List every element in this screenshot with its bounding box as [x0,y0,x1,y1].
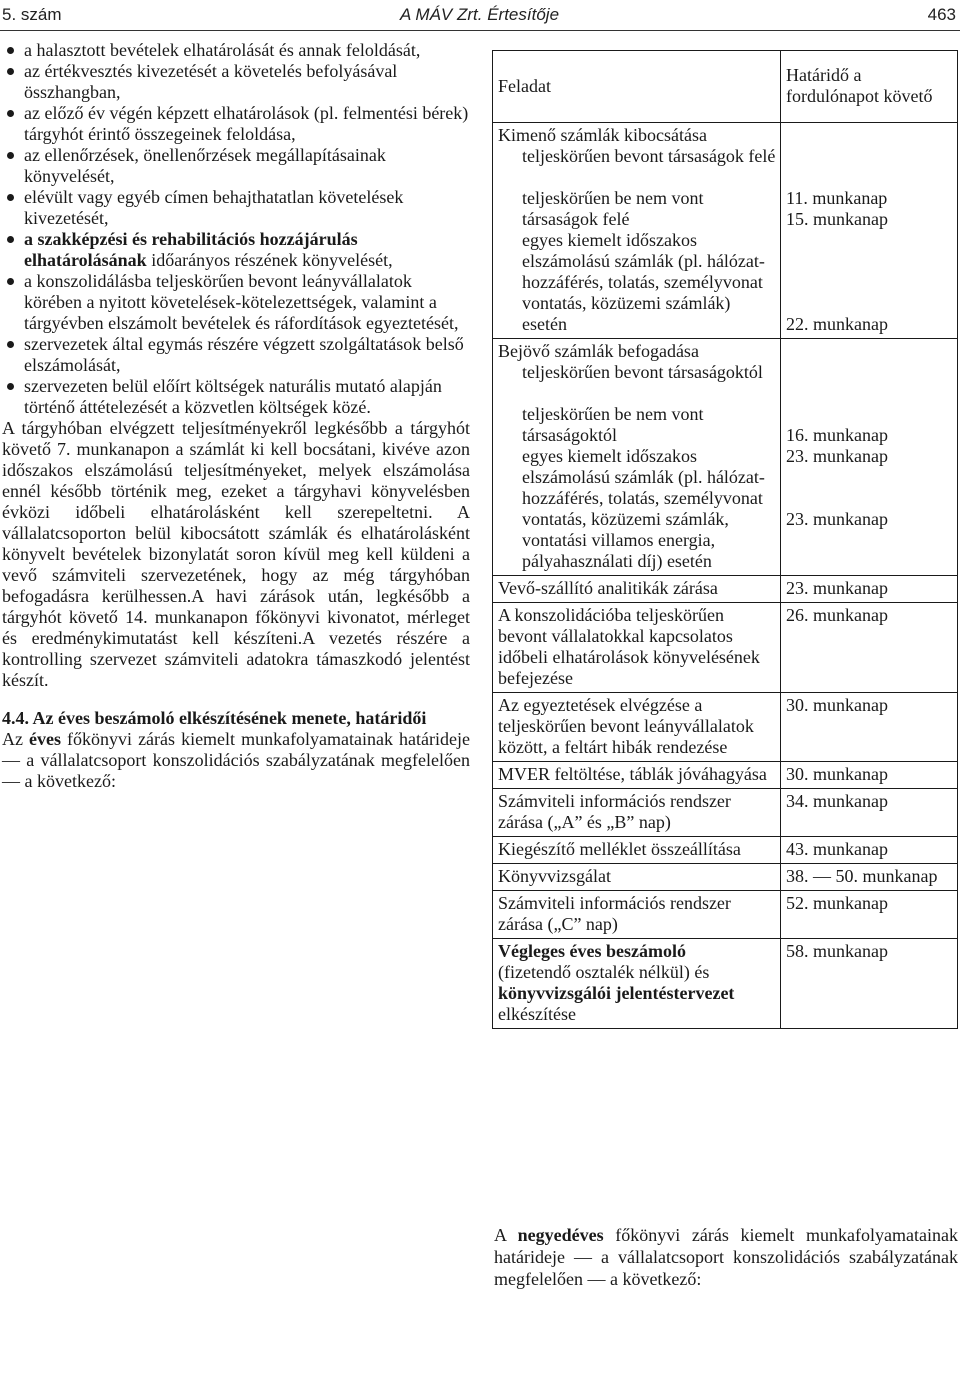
left-column [2,40,470,792]
bullet-icon [7,383,14,390]
task-cell: Az egyeztetések elvégzése a teljeskörűen bevont leányvállalatok között, a feltárt hibák rendezése [493,693,781,762]
table-row [493,939,958,1029]
list-item: elévült vagy egyéb címen behajthatatlan követelések kivezetését, [2,187,470,229]
list-item: az előző év végén képzett elhatárolások (pl. felmentési bérek) tárgyhót érintő összegeinek feloldása, [2,103,470,145]
task-list [2,40,470,418]
bullet-icon [7,68,14,75]
table-row [493,123,958,339]
bullet-icon [7,194,14,201]
task-cell: MVER feltöltése, táblák jóváhagyása [493,762,781,789]
list-item: szervezetek által egymás részére végzett szolgáltatások belső elszámolását, [2,334,470,376]
deadline-cell: 43. munkanap [781,837,958,864]
header-rule [0,30,960,31]
deadline-cell: 52. munkanap [781,891,958,939]
bullet-icon [7,110,14,117]
page-issue: 5. szám [2,5,62,24]
table-row [493,576,958,603]
deadline-cell: 26. munkanap [781,603,958,693]
deadline-cell: 38. — 50. munkanap [781,864,958,891]
bullet-icon [7,152,14,159]
list-item: a halasztott bevételek elhatárolását és annak feloldását, [2,40,470,61]
bullet-icon [7,47,14,54]
task-cell: Végleges éves beszámoló (fizetendő osztalék nélkül) és könyvvizsgálói jelentéstervezet elkészítése [493,939,781,1029]
annual-deadline-table [492,50,958,1029]
deadline-cell: 30. munkanap [781,693,958,762]
column-header-task: Feladat [493,51,781,123]
deadline-cell: 30. munkanap [781,762,958,789]
table-row [493,762,958,789]
table-row [493,837,958,864]
list-item: a szakképzési és rehabilitációs hozzájárulás elhatárolásának időarányos részének könyvelését, [2,229,470,271]
deadline-cell: 16. munkanap 23. munkanap 23. munkanap [781,339,958,576]
quarterly-intro: A negyedéves főkönyvi zárás kiemelt munkafolyamatainak határideje — a vállalatcsoport konszolidációs szabályzatának megfelelően — a következő: [494,1225,959,1289]
task-cell: Vevő-szállító analitikák zárása [493,576,781,603]
list-item: szervezeten belül előírt költségek naturális mutató alapján történő áttételezését a közvetlen költségek közé. [2,376,470,418]
bullet-icon [7,341,14,348]
column-header-deadline: Határidő a fordulónapot követő [781,51,958,123]
task-cell: Kiegészítő melléklet összeállítása [493,837,781,864]
task-cell: A konszolidációba teljeskörűen bevont vállalatokkal kapcsolatos időbeli elhatárolások könyvelésének befejezése [493,603,781,693]
task-cell: Kimenő számlák kibocsátása teljeskörűen bevont társaságok felé teljeskörűen be nem vont társaságok felé egyes kiemelt időszakos elszámolású számlák (pl. hálózat-hozzáférés, tolatás, személyvonat vontatás, közüzemi számlák) esetén [493,123,781,339]
table-header-row [493,51,958,123]
deadline-cell: 34. munkanap [781,789,958,837]
table-row [493,864,958,891]
list-item: a konszolidálásba teljeskörűen bevont leányvállalatok körében a nyitott követelések-kötelezettségek, valamint a tárgyévben elszámolt bevételek és ráfordítások egyeztetését, [2,271,470,334]
body-paragraph: A tárgyhóban elvégzett teljesítményekről legkésőbb a tárgyhót követő 7. munkanapon a számlát ki kell bocsátani, kivéve azon időszakos elszámolású teljesítményeket, melyek elszámolása ennél később történik meg, ezeket a tárgyhavi könyvelésben évközi időbeli elhatárolásként kell szerepeltetni. A vállalatcsoporton belül kibocsátott számlák és elhatárolásként könyvelt bevételek bizonylatát soron kívül meg kell küldeni a vevő számviteli szervezetének, hogy az még tárgyhóban befogadásra kerülhessen.A havi zárások után, legkésőbb a tárgyhót követő 14. munkanapon főkönyvi kivonatot, mérleget és eredménykimutatást kell készíteni.A vezetés részére a kontrolling szervezet számviteli adatokra támaszkodó jelentést készít. [2,418,470,690]
section-intro: Az éves főkönyvi zárás kiemelt munkafolyamatainak határideje — a vállalatcsoport konszolidációs szabályzatának megfelelően — a következő: [2,729,471,791]
journal-title: A MÁV Zrt. Értesítője [400,5,560,24]
deadline-cell: 23. munkanap [781,576,958,603]
list-item: az értékvesztés kivezetését a követelés befolyásával összhangban, [2,61,470,103]
section-heading: 4.4. Az éves beszámoló elkészítésének menete, határidői [2,708,427,728]
task-cell: Számviteli információs rendszer zárása („A” és „B” nap) [493,789,781,837]
deadline-cell: 11. munkanap 15. munkanap 22. munkanap [781,123,958,339]
list-item: az ellenőrzések, önellenőrzések megállapításainak könyvelését, [2,145,470,187]
task-cell: Számviteli információs rendszer zárása („C” nap) [493,891,781,939]
table-row [493,789,958,837]
table-row [493,693,958,762]
task-cell: Könyvvizsgálat [493,864,781,891]
page-number: 463 [927,5,956,24]
deadline-cell: 58. munkanap [781,939,958,1029]
table-row [493,891,958,939]
bullet-icon [7,278,14,285]
task-cell: Bejövő számlák befogadása teljeskörűen bevont társaságoktól teljeskörűen be nem vont társaságoktól egyes kiemelt időszakos elszámolású számlák (pl. hálózat-hozzáférés, tolatás, személyvonat vontatás, közüzemi számlák, vontatási villamos energia, pályahasználati díj) esetén [493,339,781,576]
table-row [493,339,958,576]
table-row [493,603,958,693]
bullet-icon [7,236,14,243]
